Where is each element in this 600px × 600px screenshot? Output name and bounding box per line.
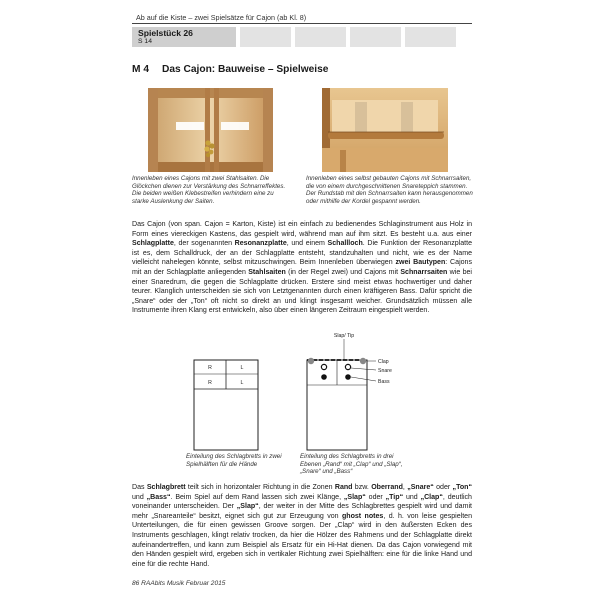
legend-bass: Bass	[378, 379, 390, 385]
label-slap-tip: Slap/ Tip	[333, 333, 355, 339]
caption-diagram-left: Einteilung des Schlagbretts in zwei Spielhälften für die Hände	[186, 453, 282, 468]
series-title: Ab auf die Kiste – zwei Spielsätze für Cajon (ab Kl. 8)	[132, 11, 472, 24]
clap-marker	[360, 358, 366, 364]
piece-label	[132, 27, 236, 47]
cell-l-2: L	[240, 380, 244, 386]
bold-term: „Ton“	[452, 484, 472, 491]
header-box	[295, 27, 346, 47]
legend-clap: Clap	[378, 359, 389, 365]
text-run: , d. h. von leise gespielten Unterteilungen, die für einen gewissen Groove sorgen. Der „Clap“ wird in den äußersten Ecken des Instruments geschlagen, klingt relativ trocken, da hier die Hölzer des Rahmens und der Schlagplatte direkt aufeinandertreffen, und kann zum Beispiel als Ersatz für ein Hi-Hat dienen. Da das Cajon vorwiegend mit den Händen gespielt wird, ergeben sich in vertikaler Richtung zwei Spielhälften: eine für die linke Hand und eine für die rechte Hand.	[132, 512, 473, 568]
page-footer: 86 RAAbits Musik Februar 2015	[132, 580, 226, 587]
section-heading: Das Cajon: Bauweise – Spielweise	[161, 64, 329, 75]
text-run: teilt sich in horizontaler Richtung in die Zonen	[185, 484, 335, 491]
section-title	[132, 64, 328, 75]
bold-term: Schlagbrett	[146, 484, 186, 491]
text-run: Das Cajon (von span. Cajon = Karton, Kiste) ist ein einfach zu bedienendes Schlaginstrument aus Holz in Form eines viereckigen Kastens, das gespielt wird, während man auf ihm sitzt. Es besteht u.a. aus einer	[132, 221, 472, 238]
diagram-hand-halves-svg	[193, 359, 259, 451]
bass-marker	[321, 374, 327, 380]
text-run: (in der Regel zwei) und Cajons mit	[285, 268, 401, 276]
cell-r-2: R	[208, 380, 212, 386]
diagram-three-levels	[302, 330, 402, 457]
bold-term: „Clap“	[420, 493, 443, 501]
text-run: und	[403, 493, 421, 501]
bold-term: Resonanzplatte	[234, 240, 287, 248]
bold-term: ghost notes	[341, 512, 384, 520]
caption-diagram-right: Einteilung des Schlagbretts in drei Ebenen „Rand“ mit „Clap“ und „Slap“, „Snare“ und „Bass“	[300, 453, 403, 476]
text-run: , deutlich voneinander unterscheiden. Der	[132, 493, 472, 511]
text-run: oder	[433, 484, 453, 491]
page-reference: S 14	[138, 38, 152, 45]
bold-term: Schlagplatte	[132, 240, 174, 248]
text-run: , und einem	[286, 240, 328, 248]
text-run: ,	[402, 484, 408, 491]
piece-number: Spielstück 26	[138, 28, 193, 38]
header-box	[405, 27, 456, 47]
text-run: . Beim Spiel auf dem Rand lassen sich zwei Klänge,	[170, 493, 344, 501]
text-run: wie bei einer Snaredrum, die gegen die Schlagplatte drücken. Erstere sind meist etwas hochwertiger und daher teurer. Klanglich unterscheiden sie sich von Letztgenannten durch einen kräftigeren Bass. Dafür spricht die „Snare“ oder der „Ton“ oft nicht so direkt an und klingt insgesamt weicher. Grundsätzlich müssen alle Instrumente ihren Klang erst entwickeln, also über einen längeren Zeitraum eingespielt werden.	[132, 268, 472, 315]
bold-term: zwei Bautypen	[395, 259, 446, 267]
snare-marker	[345, 364, 350, 369]
caption-photo-right: Innenleben eines selbst gebauten Cajons mit Schnarrsaiten, die von einem durchgeschnittenen Snareteppich stammen. Der Rundstab mit den Schnarrsaiten kann herausgenommen oder mithilfe der Kordel gespannt werden.	[306, 175, 473, 205]
text-run: Das	[132, 484, 147, 491]
header-box	[240, 27, 291, 47]
text-run: . Die Funktion der Resonanzplatte ist es, dem Schalldruck, der an der Schlagplatte entsteht, standzuhalten und nicht, wie es der Name vielleicht nahelegen könnte, selbst mitzuschwingen. Beim Innenleben überwiegen	[132, 240, 472, 267]
photo-cajon-snare-wires	[322, 88, 448, 172]
text-run: , der sogenannten	[173, 240, 235, 248]
bold-term: Schallloch	[327, 240, 363, 248]
cell-r-1: R	[208, 365, 212, 371]
bold-term: „Tip“	[385, 493, 404, 501]
header-box	[350, 27, 401, 47]
clap-marker	[308, 358, 314, 364]
cell-l-1: L	[240, 365, 244, 371]
diagram-hand-halves	[193, 359, 259, 456]
bass-marker	[345, 374, 351, 380]
caption-photo-left: Innenleben eines Cajons mit zwei Stahlsaiten. Die Glöckchen dienen zur Verstärkung des Schnarreffektes. Die beiden weißen Klebestreifen verhindern eine zu starke Auslenkung der Saiten.	[132, 175, 286, 205]
section-number: M 4	[132, 64, 149, 75]
bold-term: „Bass“	[146, 493, 171, 501]
text-run: bzw.	[352, 484, 372, 491]
playing-zones-paragraph	[132, 483, 472, 569]
bold-term: Schnarrsaiten	[400, 268, 448, 276]
legend-snare: Snare	[378, 368, 392, 374]
bold-term: Rand	[334, 484, 353, 491]
text-run: : Cajons mit an der Schlagplatte anliegenden	[132, 259, 472, 276]
bold-term: „Slap“	[236, 503, 259, 511]
bold-term: „Slap“	[343, 493, 366, 501]
diagram-three-levels-svg	[302, 330, 402, 452]
text-run: oder	[365, 493, 386, 501]
header-bar	[132, 27, 472, 47]
bold-term: Oberrand	[371, 484, 403, 491]
text-run: und	[132, 493, 147, 501]
text-run: , der weiter in der Mitte des Schlagbrettes gespielt wird und damit mehr „Snareanteile“ besitzt, eignet sich gut zur Erzeugung von	[132, 503, 472, 520]
intro-paragraph	[132, 220, 472, 316]
photo-cajon-steel-strings	[148, 88, 273, 172]
snare-marker	[321, 364, 326, 369]
bold-term: Stahlsaiten	[248, 268, 286, 276]
bold-term: „Snare“	[407, 484, 434, 491]
